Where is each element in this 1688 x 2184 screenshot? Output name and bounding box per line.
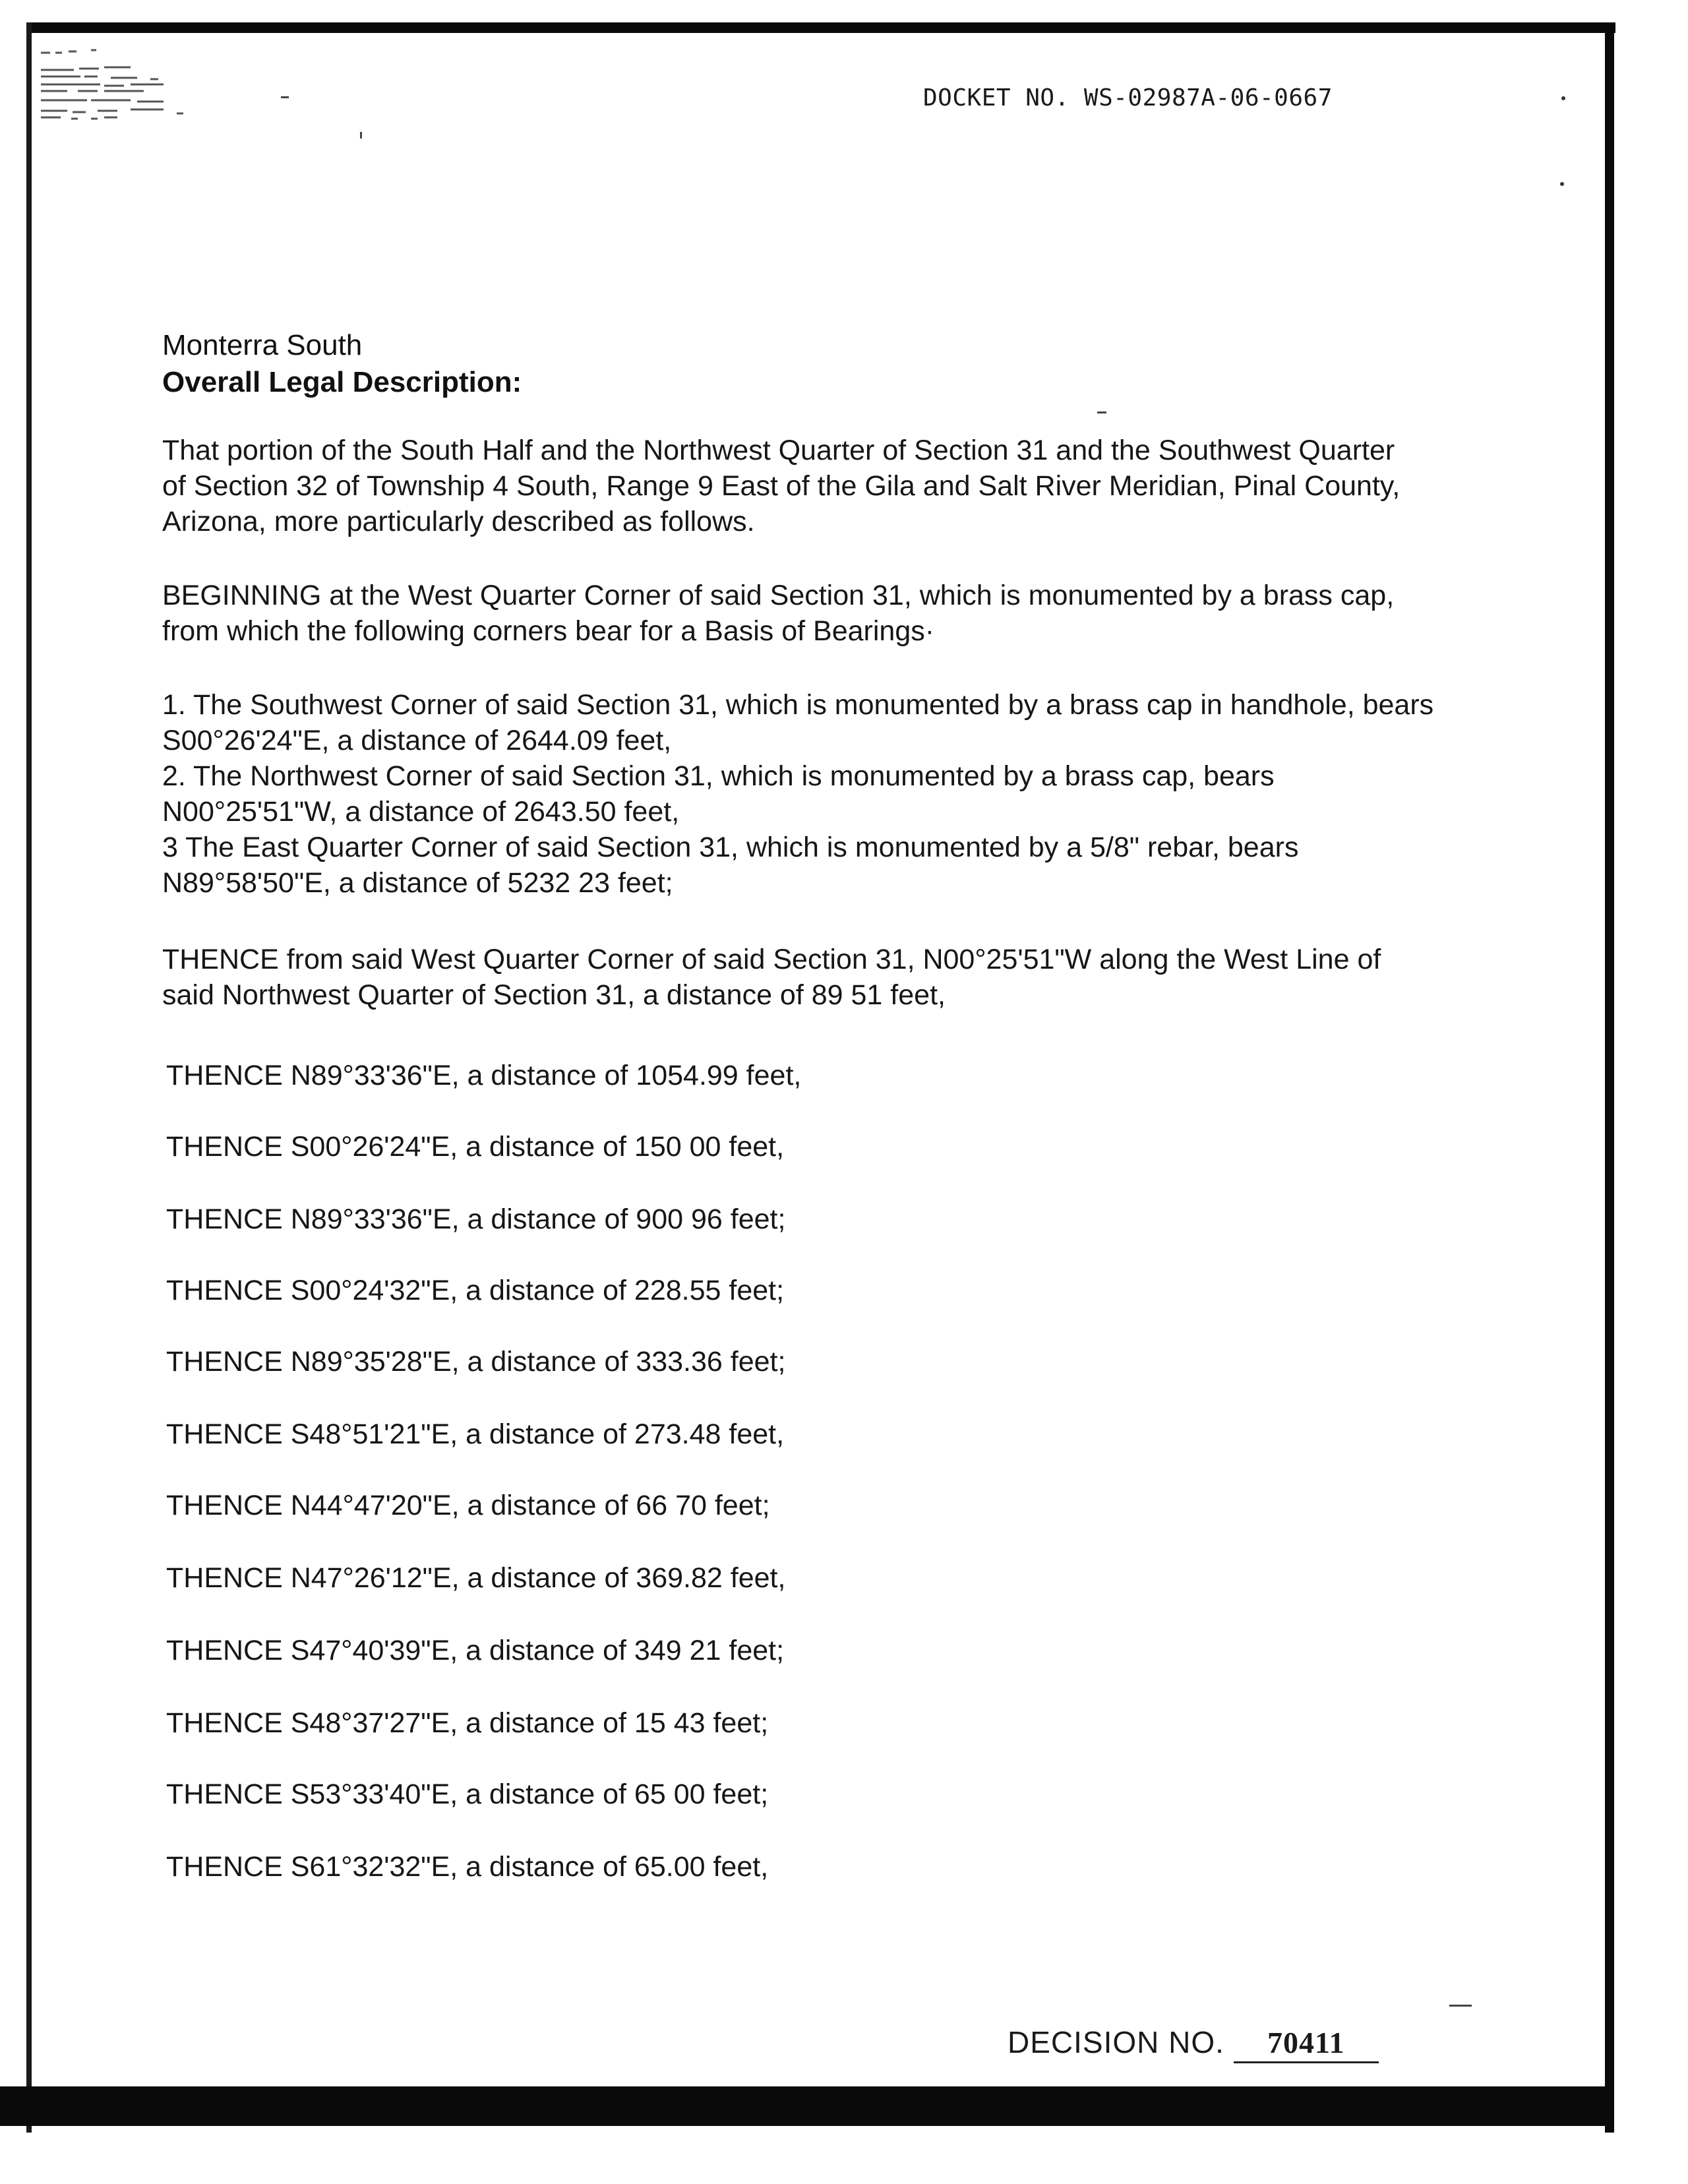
title-line-1: Monterra South [162, 329, 363, 361]
fax-header-noise [38, 47, 216, 146]
scan-border-right [1605, 22, 1614, 2133]
scan-dot [1561, 96, 1565, 100]
thence-line: THENCE S61°32'32"E, a distance of 65.00 feet, [166, 1851, 769, 1883]
decision-label: DECISION NO. [1008, 2025, 1224, 2059]
thence-first-paragraph: THENCE from said West Quarter Corner of said Section 31, N00°25'51"W along the West Line of said Northwest Quarter of Section 31, a distance of 89 51 feet, [162, 944, 1381, 1011]
decision-number-footer [1008, 2024, 1379, 2063]
intro-paragraph: That portion of the South Half and the Northwest Quarter of Section 31 and the Southwest Quarter of Section 32 of Township 4 South, Range 9 East of the Gila and Salt River Meridian, Pinal County, Arizona, more particularly described as follows. [162, 435, 1401, 537]
thence-line: THENCE S48°37'27"E, a distance of 15 43 feet; [166, 1707, 769, 1739]
scan-border-left [26, 22, 32, 2133]
bearing-item: 2. The Northwest Corner of said Section 31, which is monumented by a brass cap, bears N00°25'51"W, a distance of 2643.50 feet, [162, 760, 1275, 828]
scan-mark [281, 96, 289, 98]
scan-dot [1560, 182, 1564, 186]
thence-line: THENCE N89°35'28"E, a distance of 333.36 feet; [166, 1346, 786, 1378]
scan-mark [1449, 2005, 1472, 2007]
thence-line: THENCE S00°24'32"E, a distance of 228.55 feet; [166, 1275, 785, 1306]
scan-mark [1097, 411, 1106, 413]
thence-line: THENCE N47°26'12"E, a distance of 369.82 feet, [166, 1562, 786, 1594]
thence-line: THENCE N89°33'36"E, a distance of 900 96 feet; [166, 1203, 786, 1235]
thence-line: THENCE N89°33'36"E, a distance of 1054.99 feet, [166, 1060, 802, 1091]
docket-number: DOCKET NO. WS-02987A-06-0667 [923, 84, 1333, 111]
document-title [162, 327, 522, 401]
bearing-item: 1. The Southwest Corner of said Section 31, which is monumented by a brass cap in handhole, bears S00°26'24"E, a distance of 2644.09 feet, [162, 689, 1434, 756]
thence-line: THENCE S48°51'21"E, a distance of 273.48 feet, [166, 1418, 785, 1450]
scan-mark [360, 132, 362, 138]
beginning-paragraph: BEGINNING at the West Quarter Corner of said Section 31, which is monumented by a brass cap, from which the following corners bear for a Basis of Bearings· [162, 580, 1395, 647]
thence-line: THENCE S00°26'24"E, a distance of 150 00 feet, [166, 1131, 785, 1163]
decision-number: 70411 [1234, 2025, 1379, 2063]
bearing-item: 3 The East Quarter Corner of said Section 31, which is monumented by a 5/8" rebar, bears N89°58'50"E, a distance of 5232 23 feet; [162, 832, 1299, 899]
thence-line: THENCE S53°33'40"E, a distance of 65 00 feet; [166, 1778, 769, 1810]
title-line-2: Overall Legal Description: [162, 366, 522, 398]
bearing-list [162, 687, 1455, 901]
thence-line: THENCE N44°47'20"E, a distance of 66 70 feet; [166, 1490, 770, 1521]
scan-border-bottom [0, 2086, 1609, 2126]
thence-line: THENCE S47°40'39"E, a distance of 349 21 feet; [166, 1635, 785, 1666]
scan-border-top [26, 22, 1615, 33]
